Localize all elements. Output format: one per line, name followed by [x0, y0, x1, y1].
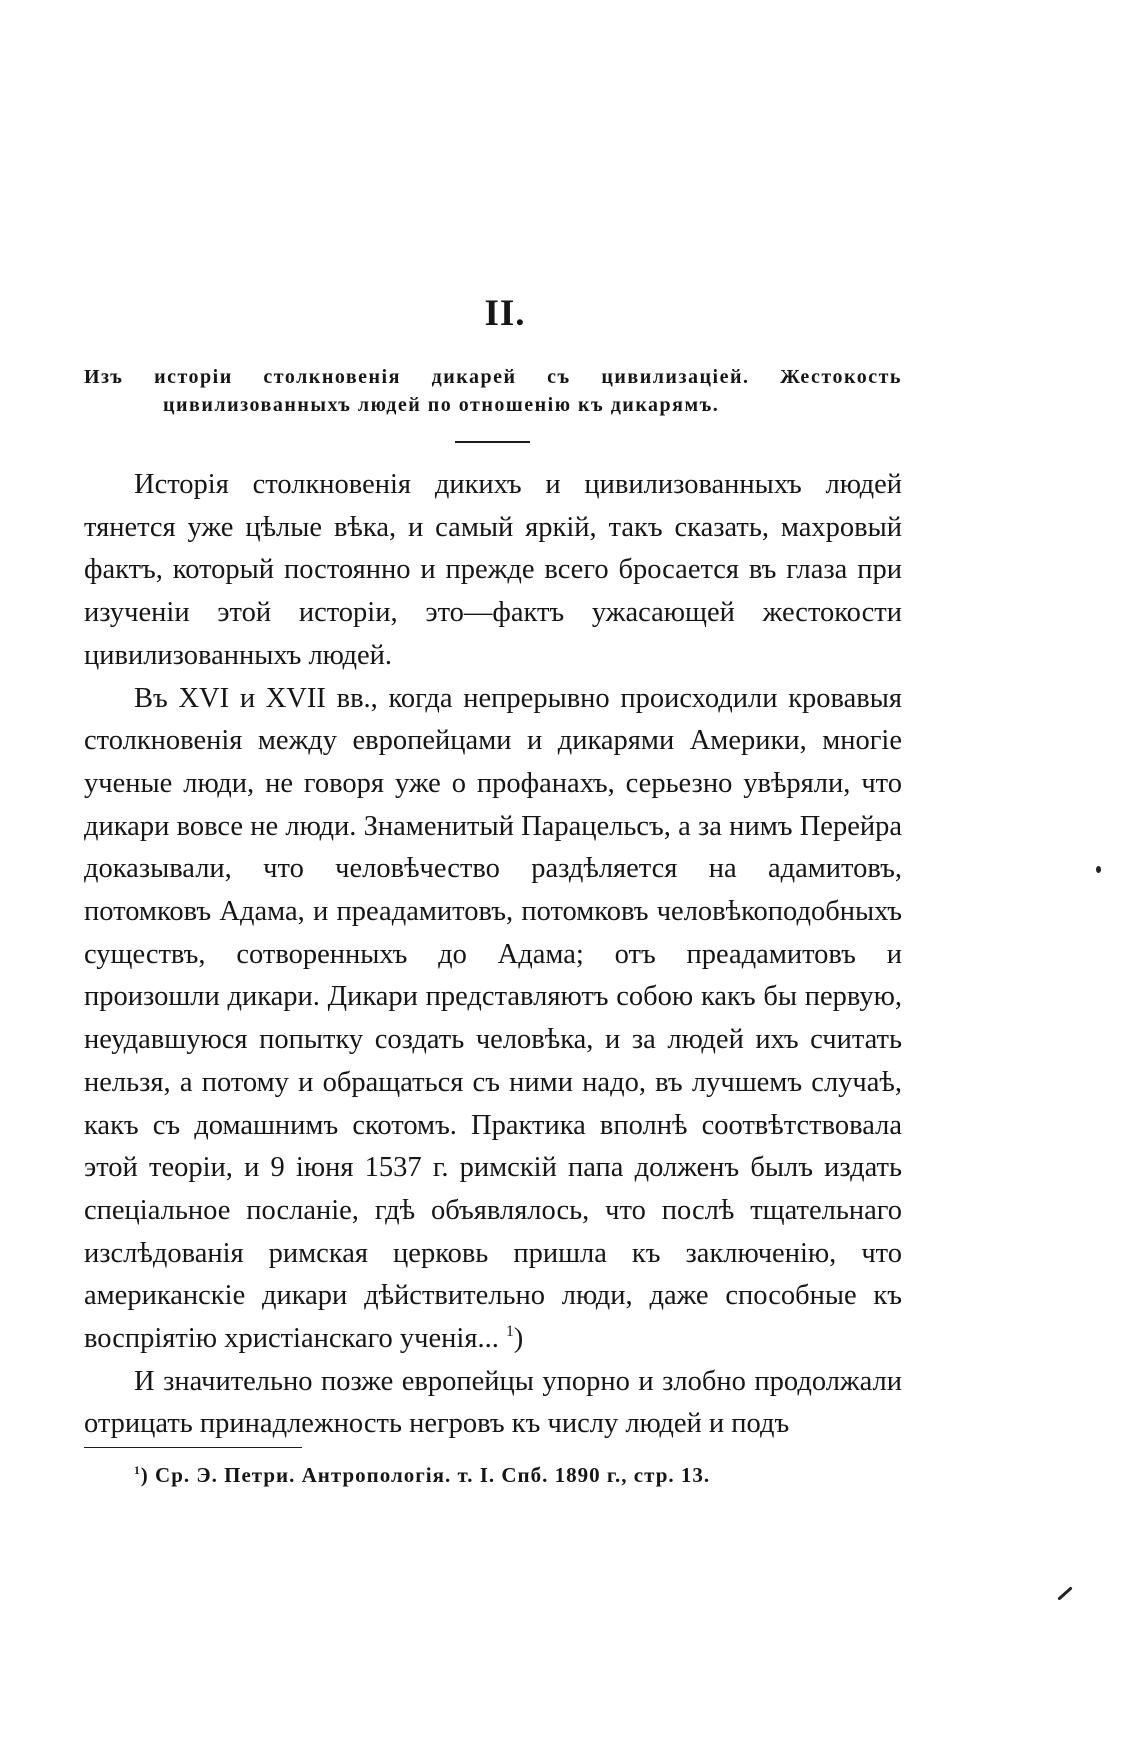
chapter-number: II.	[484, 293, 526, 334]
footnote	[134, 1463, 894, 1488]
ink-speck	[1096, 866, 1101, 873]
footnote-text: ) Ср. Э. Петри. Антропологія. т. I. Спб. 1890 г., стр. 13.	[140, 1463, 711, 1487]
footnote-reference-paren: )	[513, 1323, 524, 1355]
paragraph-3: И значительно позже европейцы упорно и злобно продолжали отрицать принадлежность негровъ къ числу людей и подъ	[84, 1365, 902, 1440]
footnote-mark: 1	[134, 1464, 141, 1477]
subtitle-line-1: Изъ исторіи столкновенія дикарей съ цивилизаціей. Жестокость	[84, 366, 902, 388]
title-divider	[455, 441, 530, 443]
subtitle-line-2: цивилизованныхъ людей по отношенію къ дикарямъ.	[163, 394, 720, 416]
pencil-mark	[1057, 1586, 1072, 1600]
chapter-subtitle	[84, 363, 902, 419]
footnote-divider	[84, 1447, 302, 1448]
paragraph-1: Исторія столкновенія дикихъ и цивилизованныхъ людей тянется уже цѣлые вѣка, и самый яркій, такъ сказать, махровый фактъ, который постоянно и прежде всего бросается въ глаза при изученіи этой исторіи, это—фактъ ужасающей жестокости цивилизованныхъ людей.	[84, 469, 902, 671]
body-text	[84, 464, 902, 1446]
footnote-reference: 1	[505, 1323, 514, 1341]
paragraph-2-text: Въ XVI и XVII вв., когда непрерывно происходили кровавыя столкновенія между европейцами и дикарями Америки, многіе ученые люди, не говоря уже о профанахъ, серьезно увѣряли, что дикари вовсе не люди. Знаменитый Парацельсъ, а за нимъ Перейра доказывали, что человѣчество раздѣляется на адамитовъ, потомковъ Адама, и преадамитовъ, потомковъ человѣкоподобныхъ существъ, сотворенныхъ до Адама; отъ преадамитовъ и произошли дикари. Дикари представляютъ собою какъ бы первую, неудавшуюся попытку создать человѣка, и за людей ихъ считать нельзя, а потому и обращаться съ ними надо, въ лучшемъ случаѣ, какъ съ домашнимъ скотомъ. Практика вполнѣ соотвѣтствовала этой теоріи, и 9 іюня 1537 г. римскій папа долженъ былъ издать спеціальное посланіе, гдѣ объявлялось, что послѣ тщательнаго изслѣдованія римская церковь пришла къ заключенію, что американскіе дикари дѣйствительно люди, даже способные къ воспріятію христіанскаго ученія...	[84, 682, 902, 1355]
paragraph-2	[84, 678, 902, 1361]
